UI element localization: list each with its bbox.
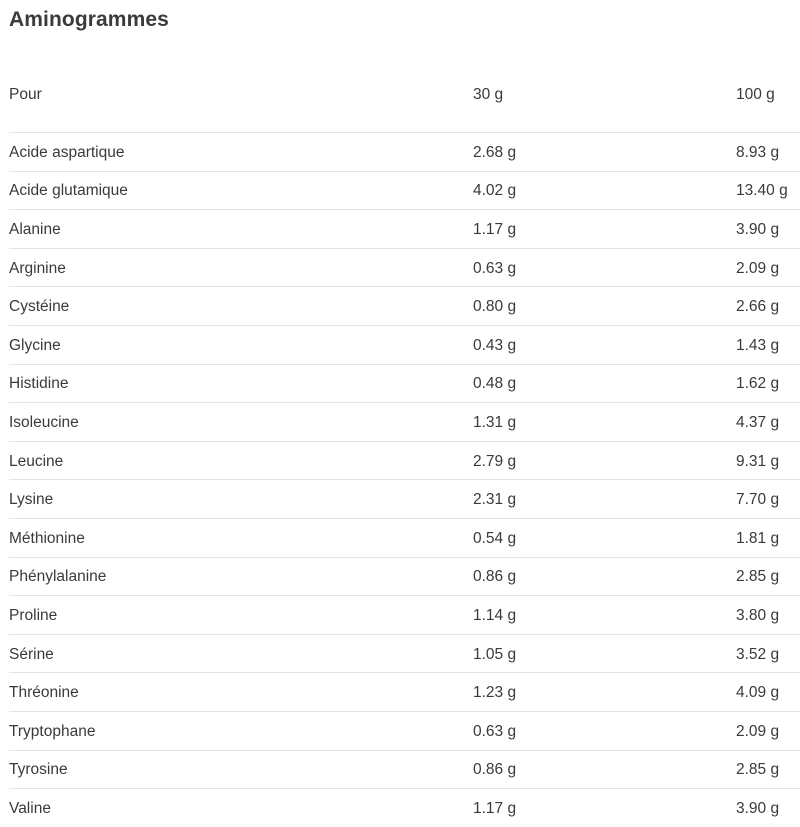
value-per-100g: 8.93 g — [736, 133, 800, 172]
value-per-30g: 1.17 g — [473, 210, 736, 249]
amino-acid-name: Proline — [9, 596, 473, 635]
amino-acid-name: Glycine — [9, 325, 473, 364]
amino-acid-name: Acide glutamique — [9, 171, 473, 210]
value-per-30g: 0.48 g — [473, 364, 736, 403]
table-row — [9, 364, 800, 403]
amino-acid-name: Sérine — [9, 634, 473, 673]
table-row — [9, 480, 800, 519]
table-row — [9, 596, 800, 635]
value-per-30g: 2.31 g — [473, 480, 736, 519]
amino-acid-name: Acide aspartique — [9, 133, 473, 172]
table-row — [9, 634, 800, 673]
value-per-100g: 3.80 g — [736, 596, 800, 635]
value-per-30g: 0.86 g — [473, 557, 736, 596]
table-row — [9, 133, 800, 172]
value-per-100g: 3.90 g — [736, 210, 800, 249]
header-row — [9, 57, 800, 133]
value-per-30g: 2.79 g — [473, 441, 736, 480]
header-100g: 100 g — [736, 57, 800, 133]
amino-acid-name: Histidine — [9, 364, 473, 403]
value-per-30g: 1.17 g — [473, 799, 517, 817]
value-per-100g: 2.09 g — [736, 711, 800, 750]
value-per-30g: 4.02 g — [473, 171, 736, 210]
table-header — [9, 57, 800, 133]
value-per-30g: 0.63 g — [473, 711, 736, 750]
amino-acid-name: Isoleucine — [9, 403, 473, 442]
table-row — [9, 557, 800, 596]
value-per-100g: 1.62 g — [736, 364, 800, 403]
amino-acid-name: Arginine — [9, 248, 473, 287]
table-row — [9, 171, 800, 210]
value-per-30g: 0.63 g — [473, 248, 736, 287]
table-row — [9, 750, 800, 789]
table-row — [9, 441, 800, 480]
table-row — [9, 403, 800, 442]
amino-acid-name: Lysine — [9, 480, 473, 519]
value-per-100g: 4.09 g — [736, 673, 800, 712]
value-per-30g: 2.68 g — [473, 133, 736, 172]
table-row — [9, 789, 800, 827]
value-per-30g: 1.05 g — [473, 634, 736, 673]
table-row — [9, 325, 800, 364]
amino-acid-name: Leucine — [9, 441, 473, 480]
value-per-30g: 1.14 g — [473, 596, 736, 635]
value-per-100g: 2.85 g — [736, 750, 800, 789]
value-per-30g: 0.86 g — [473, 750, 736, 789]
amino-acid-name: Tryptophane — [9, 711, 473, 750]
page-title: Aminogrammes — [9, 8, 169, 31]
table-row — [9, 210, 800, 249]
aminogram-table — [9, 57, 800, 827]
value-per-100g: 2.09 g — [736, 248, 800, 287]
table-row — [9, 711, 800, 750]
value-per-100g: 9.31 g — [736, 441, 800, 480]
value-per-100g: 1.81 g — [736, 518, 800, 557]
amino-acid-name: Méthionine — [9, 518, 473, 557]
value-per-30g: 0.54 g — [473, 518, 736, 557]
amino-acid-name: Phénylalanine — [9, 557, 473, 596]
amino-acid-name: Thréonine — [9, 673, 473, 712]
value-per-30g: 0.80 g — [473, 287, 736, 326]
value-per-100g: 3.52 g — [736, 634, 800, 673]
value-per-30g: 1.31 g — [473, 403, 736, 442]
value-per-30g: 0.43 g — [473, 325, 736, 364]
value-per-100g: 7.70 g — [736, 480, 800, 519]
table-row — [9, 518, 800, 557]
amino-acid-name: Cystéine — [9, 287, 473, 326]
header-30g: 30 g — [473, 57, 736, 133]
table-row — [9, 248, 800, 287]
header-pour: Pour — [9, 57, 473, 133]
value-per-100g: 4.37 g — [736, 403, 800, 442]
amino-acid-name: Tyrosine — [9, 750, 473, 789]
amino-acid-name: Alanine — [9, 210, 473, 249]
value-per-100g: 3.90 g — [736, 799, 780, 817]
value-per-100g: 1.43 g — [736, 325, 800, 364]
table-body — [9, 133, 800, 827]
value-per-100g: 13.40 g — [736, 171, 800, 210]
value-per-30g: 1.23 g — [473, 673, 736, 712]
table-row — [9, 287, 800, 326]
value-per-100g: 2.66 g — [736, 287, 800, 326]
value-per-100g: 2.85 g — [736, 557, 800, 596]
table-row — [9, 673, 800, 712]
amino-acid-name: Valine — [9, 799, 51, 817]
